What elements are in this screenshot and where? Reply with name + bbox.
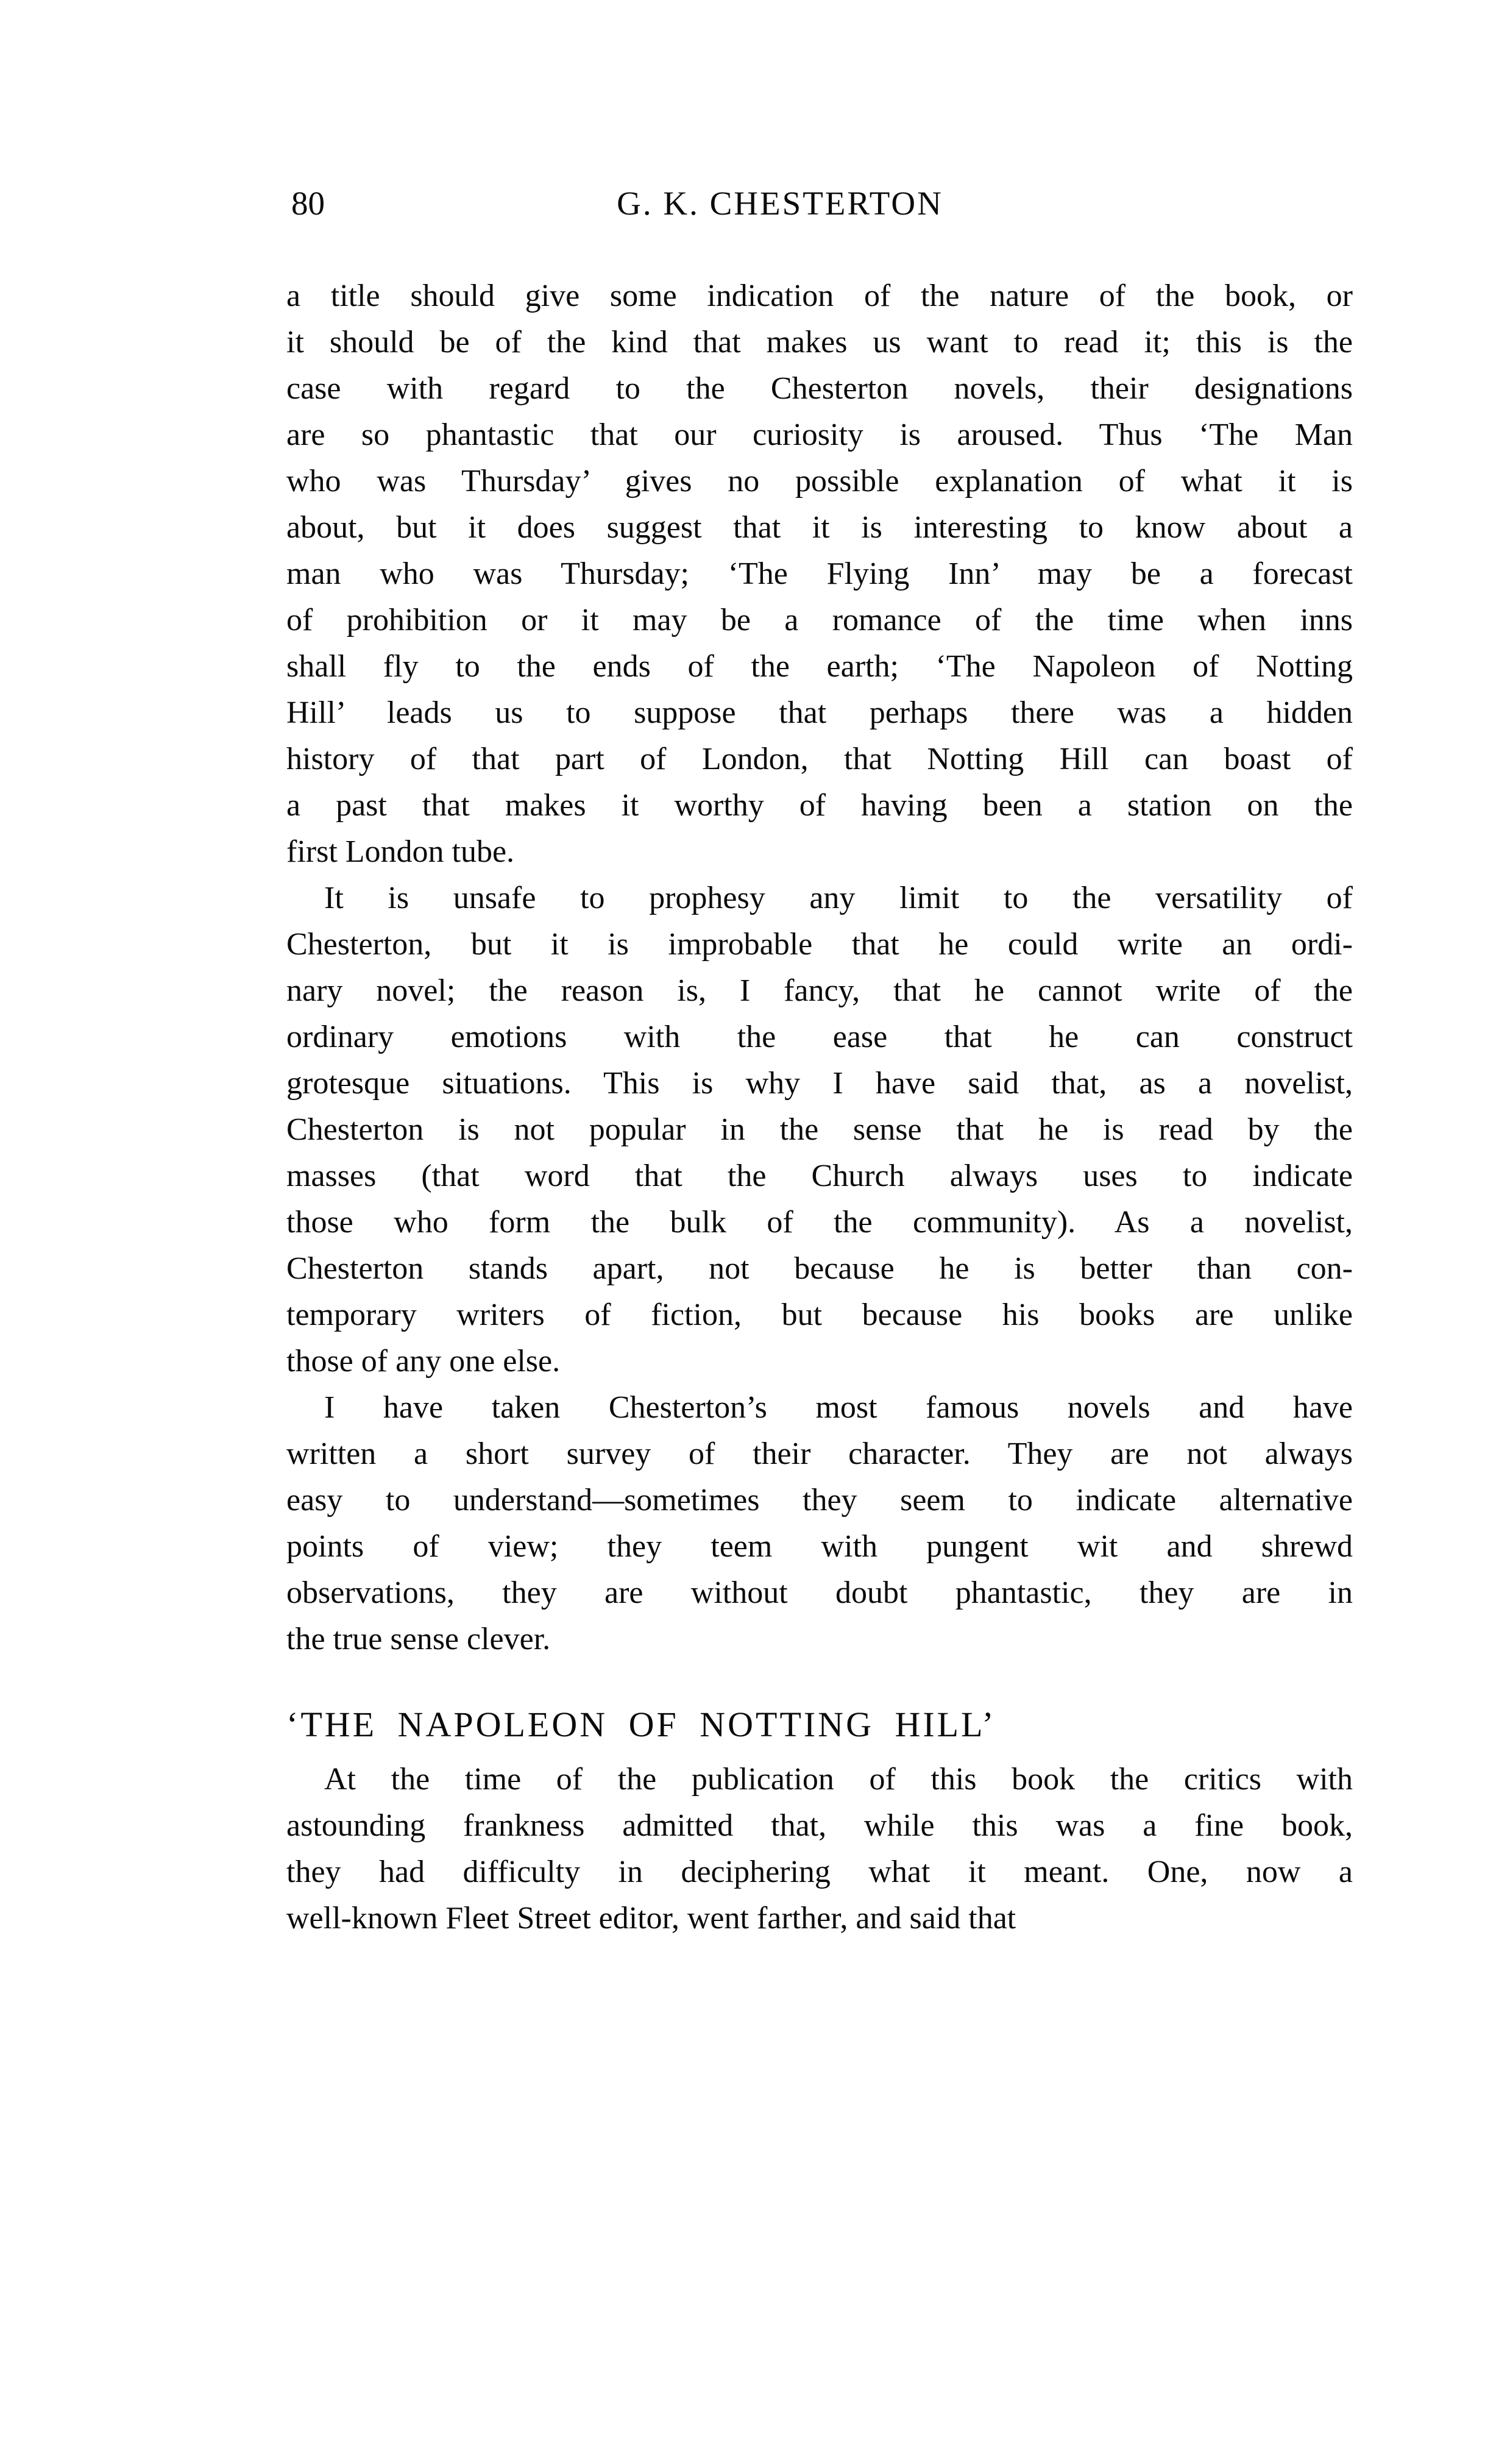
text-line: points of view; they teem with pungent wit and shrewd: [286, 1529, 1353, 1564]
text-line: shall fly to the ends of the earth; ‘The Napoleon of Notting: [286, 649, 1353, 684]
text-line: easy to understand—sometimes they seem to indicate alternative: [286, 1483, 1353, 1518]
text-line: It is unsafe to prophesy any limit to the versatility of: [324, 881, 1353, 915]
text-body: [286, 273, 1353, 1942]
paragraph: [286, 1385, 1353, 1663]
text-line: first London tube.: [286, 834, 515, 869]
text-line: are so phantastic that our curiosity is aroused. Thus ‘The Man: [286, 417, 1353, 452]
text-line: Chesterton, but it is improbable that he could write an ordi-: [286, 927, 1353, 962]
text-line: well-known Fleet Street editor, went farther, and said that: [286, 1901, 1016, 1936]
text-line: Chesterton stands apart, not because he is better than con-: [286, 1251, 1353, 1286]
text-line: about, but it does suggest that it is interesting to know about a: [286, 510, 1353, 545]
text-line: I have taken Chesterton’s most famous novels and have: [324, 1390, 1353, 1425]
text-line: those of any one else.: [286, 1344, 561, 1379]
paragraph: [286, 273, 1353, 875]
text-line: written a short survey of their character. They are not always: [286, 1436, 1353, 1471]
page-header: [286, 180, 1353, 227]
text-line: of prohibition or it may be a romance of the time when inns: [286, 603, 1353, 637]
text-line: ordinary emotions with the ease that he can construct: [286, 1020, 1353, 1054]
paragraph: [286, 875, 1353, 1385]
page-number: 80: [291, 185, 325, 222]
text-line: the true sense clever.: [286, 1622, 551, 1656]
text-line: astounding frankness admitted that, while this was a fine book,: [286, 1808, 1353, 1843]
section-heading: ‘THE NAPOLEON OF NOTTING HILL’: [286, 1705, 996, 1744]
text-line: Chesterton is not popular in the sense that he is read by the: [286, 1112, 1353, 1147]
text-line: masses (that word that the Church always uses to indicate: [286, 1159, 1353, 1193]
paragraph: [286, 1756, 1353, 1942]
text-line: history of that part of London, that Notting Hill can boast of: [286, 742, 1353, 776]
text-line: case with regard to the Chesterton novels, their designations: [286, 371, 1353, 406]
text-line: nary novel; the reason is, I fancy, that he cannot write of the: [286, 973, 1353, 1008]
text-line: temporary writers of fiction, but because his books are unlike: [286, 1298, 1353, 1332]
text-line: observations, they are without doubt phantastic, they are in: [286, 1575, 1353, 1610]
running-head: G. K. CHESTERTON: [617, 185, 943, 222]
text-line: it should be of the kind that makes us want to read it; this is the: [286, 325, 1353, 360]
text-line: Hill’ leads us to suppose that perhaps there was a hidden: [286, 695, 1353, 730]
text-line: grotesque situations. This is why I have said that, as a novelist,: [286, 1066, 1353, 1101]
text-line: those who form the bulk of the community). As a novelist,: [286, 1205, 1353, 1240]
text-line: a past that makes it worthy of having been a station on the: [286, 788, 1353, 823]
text-line: At the time of the publication of this book the critics with: [324, 1762, 1353, 1797]
text-line: who was Thursday’ gives no possible explanation of what it is: [286, 464, 1353, 499]
text-line: they had difficulty in deciphering what it meant. One, now a: [286, 1855, 1353, 1889]
text-line: man who was Thursday; ‘The Flying Inn’ may be a forecast: [286, 556, 1353, 591]
text-line: a title should give some indication of the nature of the book, or: [286, 279, 1353, 313]
